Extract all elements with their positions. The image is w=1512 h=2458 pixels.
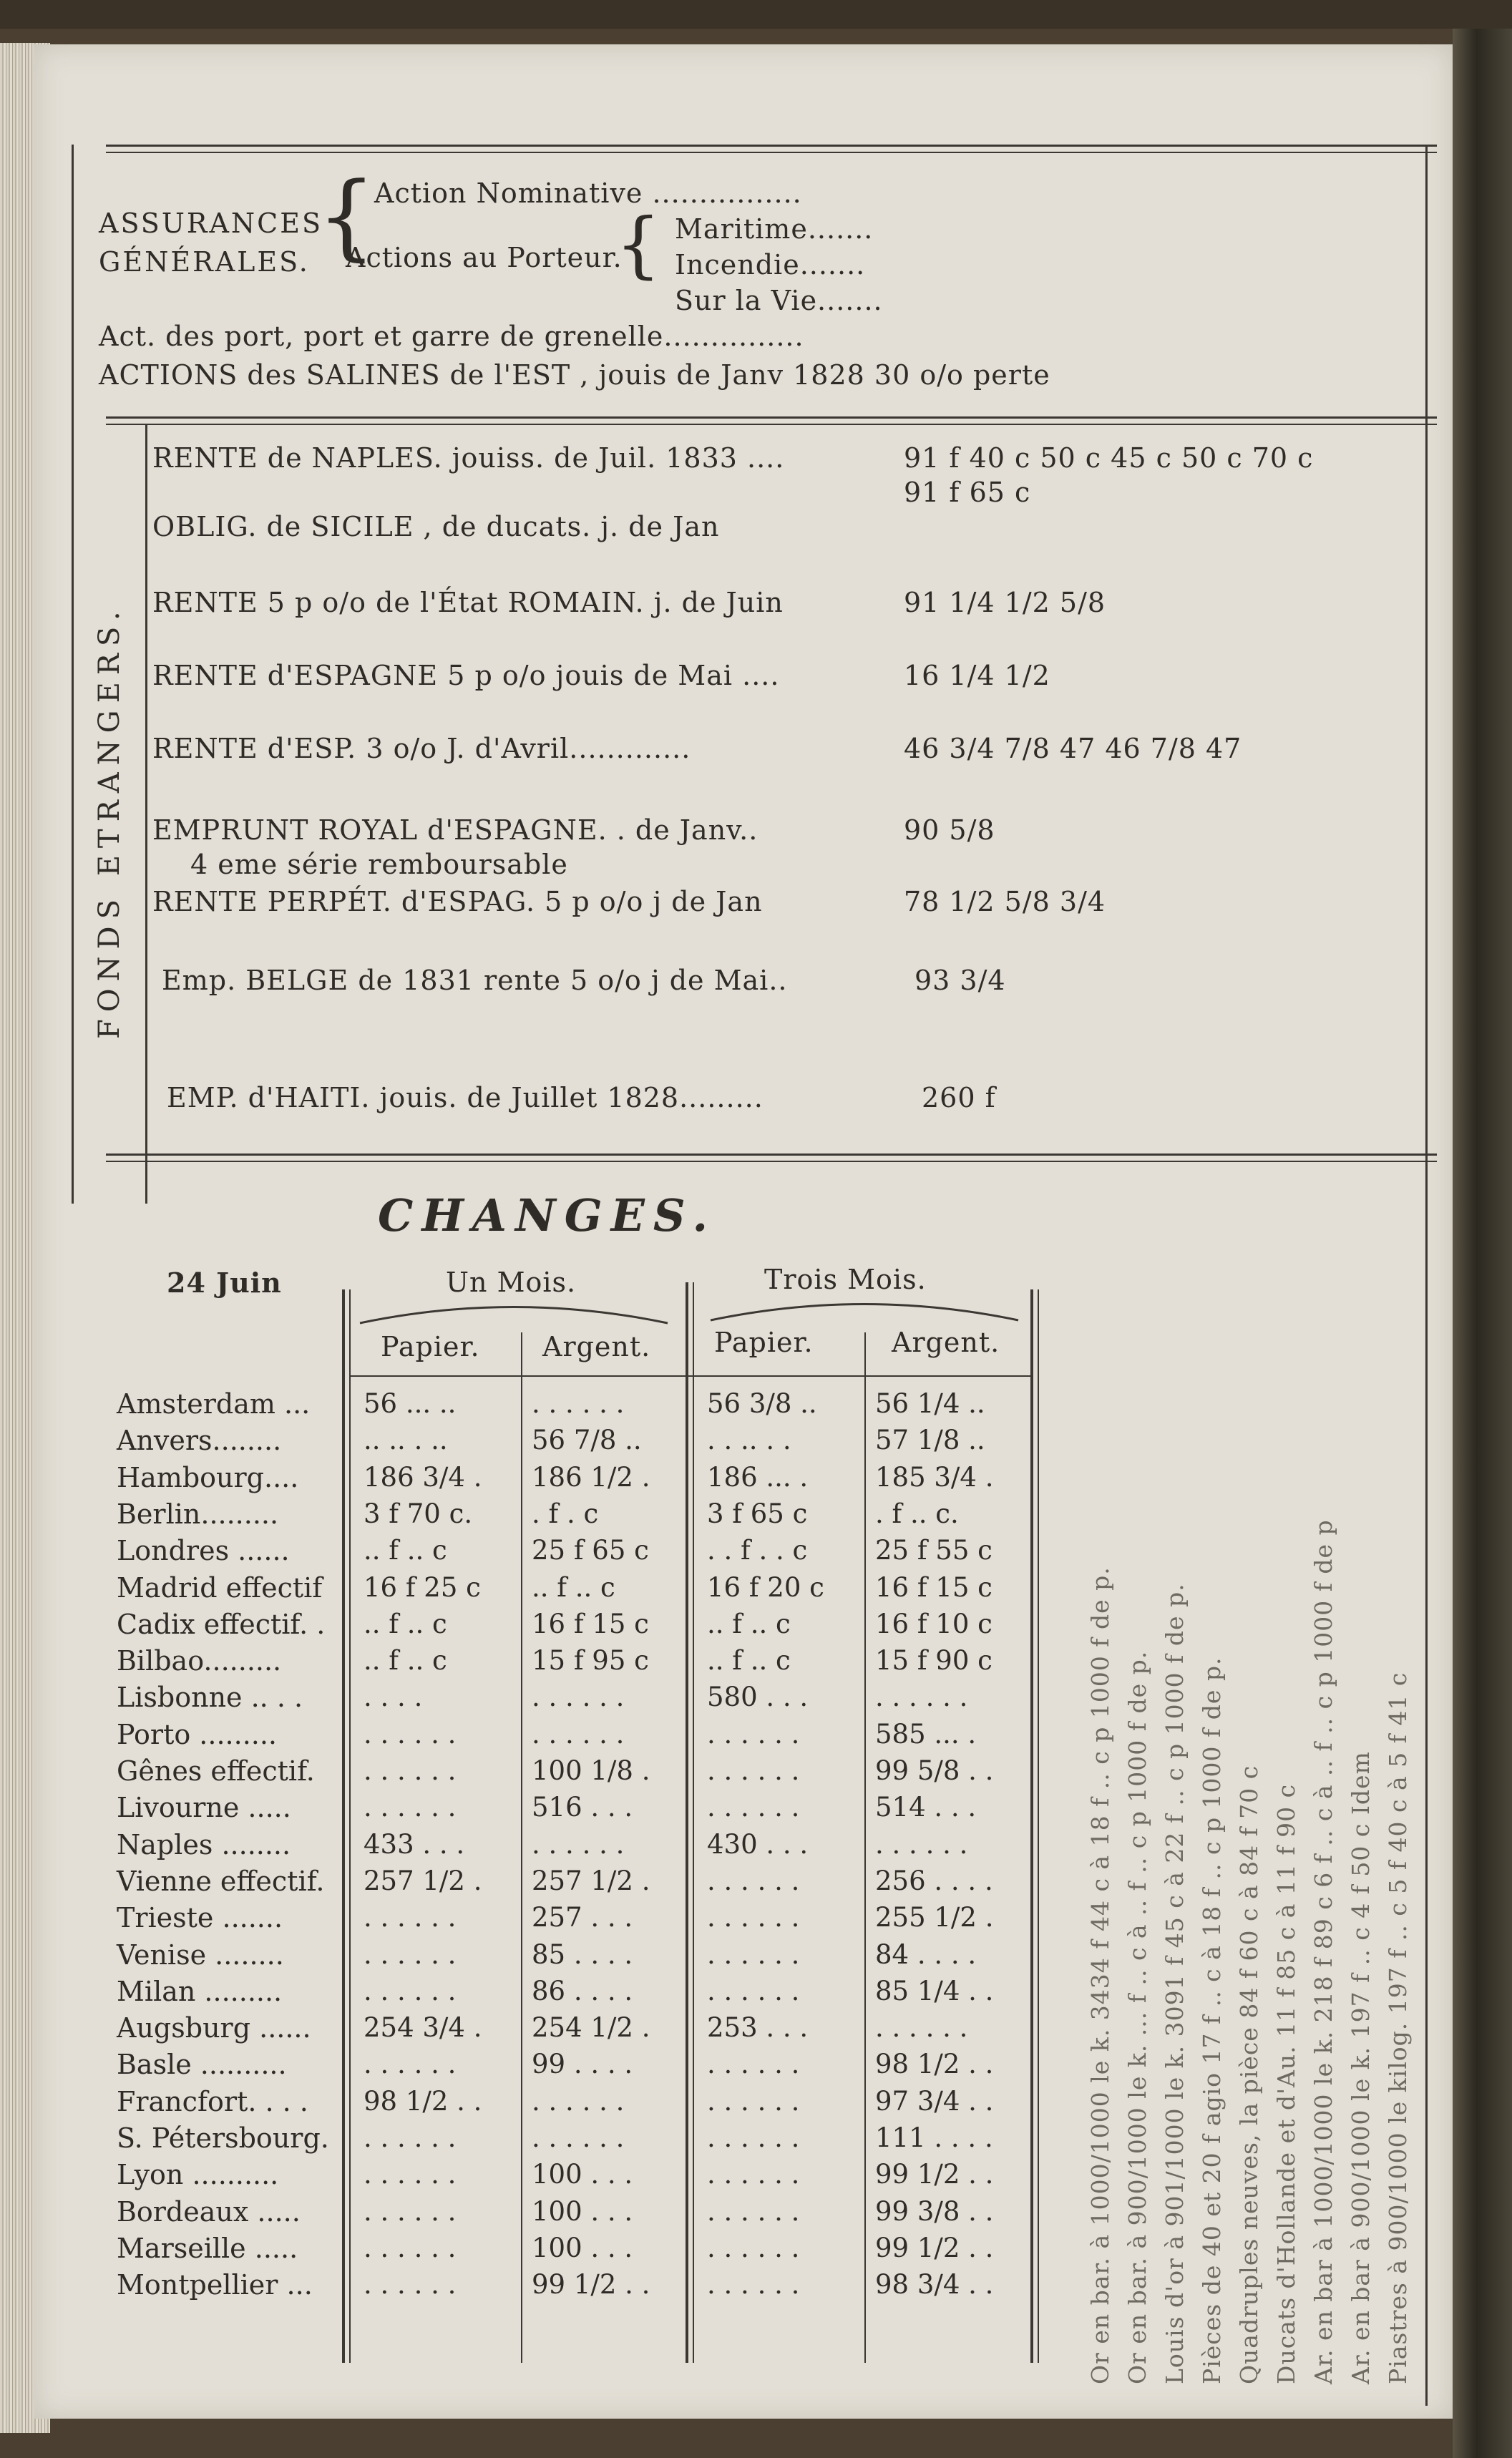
city-name: Bordeaux ..... <box>117 2196 301 2228</box>
generales-label: GÉNÉRALES. <box>99 246 310 278</box>
rate-cell-c2: . f . c <box>532 1498 599 1529</box>
rate-cell-c4: 99 1/2 . . <box>875 2159 994 2190</box>
rate-cell-c2: 100 . . . <box>532 2233 633 2263</box>
rate-cell-c4: 111 . . . . <box>875 2122 993 2153</box>
rate-cell-c3: . . . . . . <box>707 2049 800 2079</box>
rate-cell-c2: 99 . . . . <box>532 2049 633 2079</box>
rate-cell-c2: 254 1/2 . <box>532 2012 650 2043</box>
rate-cell-c3: . . . . . . <box>707 2196 800 2227</box>
rate-cell-c3: . . . . . . <box>707 1755 800 1786</box>
rate-cell-c2: 99 1/2 . . <box>532 2269 650 2300</box>
fonds-rule <box>106 416 1437 425</box>
rate-cell-c1: . . . . . . <box>364 1976 457 2006</box>
trois-mois-header: Trois Mois. <box>764 1264 927 1295</box>
rate-cell-c4: . . . . . . <box>875 1682 968 1712</box>
rate-cell-c3: . . . . . . <box>707 2269 800 2300</box>
fonds-value-perpetuelle: 78 1/2 5/8 3/4 <box>904 886 1106 917</box>
city-name: Basle .......... <box>117 2049 287 2080</box>
incendie: Incendie....... <box>675 249 866 281</box>
rate-cell-c2: 516 . . . <box>532 1792 633 1823</box>
un-mois-bracket <box>356 1298 671 1327</box>
rate-cell-c1: .. f .. c <box>364 1645 447 1676</box>
trois-mois-bracket <box>707 1295 1022 1324</box>
fonds-side-label: FONDS ETRANGERS. <box>93 604 126 1039</box>
rate-cell-c2: . . . . . . <box>532 1682 625 1712</box>
metal-note-line: Pièces de 40 et 20 f agio 17 f .. c à 18 f .. c p 1000 f de p. <box>1198 1657 1226 2384</box>
papier-header-1: Papier. <box>381 1331 480 1362</box>
fonds-inner-border <box>145 424 147 1204</box>
rate-cell-c4: 99 5/8 . . <box>875 1755 994 1786</box>
ledger-page <box>34 44 1453 2419</box>
metal-note-line: Louis d'or à 901/1000 le k. 3091 f 45 c à 22 f .. c p 1000 f de p. <box>1161 1583 1189 2384</box>
rate-cell-c2: . . . . . . <box>532 2122 625 2153</box>
rate-cell-c2: 186 1/2 . <box>532 1462 650 1493</box>
city-name: Vienne effectif. <box>117 1866 325 1897</box>
city-name: Montpellier ... <box>117 2269 313 2301</box>
changes-rule <box>106 1154 1437 1162</box>
fonds-row-perpetuelle: RENTE PERPÉT. d'ESPAG. 5 p o/o j de Jan <box>152 886 763 917</box>
rate-cell-c4: 85 1/4 . . <box>875 1976 994 2006</box>
rate-cell-c3: . . .. . . <box>707 1425 791 1455</box>
rate-cell-c2: . . . . . . <box>532 2086 625 2117</box>
rate-cell-c3: 186 ... . <box>707 1462 809 1493</box>
metal-note-line: Piastres à 900/1000 le kilog. 197 f .. c 5 f 40 c à 5 f 41 c <box>1384 1672 1412 2384</box>
rate-cell-c1: 3 f 70 c. <box>364 1498 473 1529</box>
city-name: S. Pétersbourg. <box>117 2122 329 2154</box>
rate-cell-c4: 15 f 90 c <box>875 1645 992 1676</box>
rate-cell-c1: . . . . . . <box>364 1719 457 1750</box>
col-sep-4b <box>1038 1289 1039 2363</box>
rate-cell-c1: . . . . . . <box>364 1792 457 1823</box>
rate-cell-c3: .. f .. c <box>707 1609 791 1639</box>
rate-cell-c1: 254 3/4 . <box>364 2012 482 2043</box>
city-name: Bilbao......... <box>117 1645 282 1677</box>
rate-cell-c1: . . . . . . <box>364 2159 457 2190</box>
porteur-brace: { <box>615 203 661 286</box>
ports-line: Act. des port, port et garre de grenelle............... <box>99 321 804 352</box>
city-name: Gênes effectif. <box>117 1755 315 1787</box>
rate-cell-c4: 255 1/2 . <box>875 1902 994 1933</box>
fonds-row-sicile: OBLIG. de SICILE , de ducats. j. de Jan <box>152 511 720 542</box>
rate-cell-c2: 86 . . . . <box>532 1976 633 2006</box>
metal-note-line: Ar. en bar à 900/1000 le k. 197 f .. c 4 f 50 c Idem <box>1347 1751 1375 2384</box>
changes-date: 24 Juin <box>167 1267 282 1299</box>
city-name: Lyon .......... <box>117 2159 279 2190</box>
rate-cell-c2: 100 1/8 . <box>532 1755 650 1786</box>
col-sep-4 <box>1030 1289 1033 2363</box>
rate-cell-c3: . . . . . . <box>707 2086 800 2117</box>
rate-cell-c3: 580 . . . <box>707 1682 809 1712</box>
rate-cell-c4: 585 ... . <box>875 1719 977 1750</box>
city-name: Francfort. . . . <box>117 2086 308 2117</box>
col-sep-3 <box>864 1332 866 2363</box>
rate-cell-c3: . . f . . c <box>707 1535 808 1566</box>
rate-cell-c1: 433 . . . <box>364 1829 465 1860</box>
actions-porteur: Actions au Porteur. <box>346 242 623 273</box>
rate-cell-c1: 98 1/2 . . <box>364 2086 482 2117</box>
city-name: Venise ........ <box>117 1939 284 1971</box>
city-name: Anvers........ <box>117 1425 282 1456</box>
maritime: Maritime....... <box>675 213 874 245</box>
assurances-label: ASSURANCES <box>99 208 323 239</box>
rate-cell-c3: . . . . . . <box>707 1939 800 1970</box>
rate-cell-c2: 25 f 65 c <box>532 1535 649 1566</box>
fonds-value-naples: 91 f 40 c 50 c 45 c 50 c 70 c <box>904 442 1314 474</box>
salines-line: ACTIONS des SALINES de l'EST , jouis de Janv 1828 30 o/o perte <box>99 359 1050 391</box>
rate-cell-c2: .. f .. c <box>532 1572 615 1603</box>
city-name: Berlin......... <box>117 1498 279 1530</box>
sur-la-vie: Sur la Vie....... <box>675 285 883 316</box>
rate-cell-c2: 100 . . . <box>532 2196 633 2227</box>
metal-note-line: Ar. en bar à 1000/1000 le k. 218 f 89 c 6 f .. c à .. f .. c p 1000 f de p <box>1309 1519 1337 2384</box>
rate-cell-c4: 98 3/4 . . <box>875 2269 994 2300</box>
rate-cell-c2: 15 f 95 c <box>532 1645 649 1676</box>
rate-cell-c3: . . . . . . <box>707 1792 800 1823</box>
rate-cell-c4: 16 f 15 c <box>875 1572 992 1603</box>
argent-header-1: Argent. <box>542 1331 651 1362</box>
fonds-row-espagne3: RENTE d'ESP. 3 o/o J. d'Avril............. <box>152 733 691 764</box>
right-border <box>1425 145 1428 2406</box>
action-nominative: Action Nominative ................ <box>374 177 802 209</box>
book-spine <box>1453 29 1512 2458</box>
rate-cell-c3: . . . . . . <box>707 1902 800 1933</box>
fonds-value-haiti: 260 f <box>922 1082 996 1113</box>
rate-cell-c4: . f .. c. <box>875 1498 959 1529</box>
rate-cell-c4: . . . . . . <box>875 2012 968 2043</box>
col-sep-1 <box>521 1332 522 2363</box>
city-name: Amsterdam ... <box>117 1388 311 1420</box>
rate-cell-c2: . . . . . . <box>532 1388 625 1419</box>
city-name: Trieste ....... <box>117 1902 283 1933</box>
fonds-value-espagne5: 16 1/4 1/2 <box>904 660 1050 691</box>
fonds-value-espagne3: 46 3/4 7/8 47 46 7/8 47 <box>904 733 1242 764</box>
rate-cell-c3: . . . . . . <box>707 2159 800 2190</box>
fonds-value-belge: 93 3/4 <box>914 965 1006 996</box>
assurances-brace: { <box>317 162 376 270</box>
rate-cell-c4: 256 . . . . <box>875 1866 993 1896</box>
rate-cell-c4: 57 1/8 .. <box>875 1425 985 1455</box>
rate-cell-c3: 253 . . . <box>707 2012 809 2043</box>
argent-header-2: Argent. <box>892 1327 1000 1358</box>
city-name: Naples ........ <box>117 1829 291 1860</box>
rate-cell-c4: 99 3/8 . . <box>875 2196 994 2227</box>
rate-cell-c1: . . . . . . <box>364 1755 457 1786</box>
rate-cell-c1: . . . . . . <box>364 2196 457 2227</box>
rate-cell-c3: . . . . . . <box>707 2233 800 2263</box>
city-name: Cadix effectif. . <box>117 1609 326 1640</box>
rate-cell-c1: . . . . . . <box>364 2122 457 2153</box>
rate-cell-c1: 56 ... .. <box>364 1388 457 1419</box>
city-name: Marseille ..... <box>117 2233 298 2264</box>
rate-cell-c1: . . . . . . <box>364 2269 457 2300</box>
col-sep-2 <box>686 1282 688 2363</box>
rate-cell-c4: 514 . . . <box>875 1792 977 1823</box>
rate-cell-c3: 16 f 20 c <box>707 1572 824 1603</box>
fonds-value-romain: 91 1/4 1/2 5/8 <box>904 587 1106 618</box>
rate-cell-c4: 56 1/4 .. <box>875 1388 985 1419</box>
rate-cell-c3: . . . . . . <box>707 1976 800 2006</box>
rate-cell-c4: 97 3/4 . . <box>875 2086 994 2117</box>
city-name: Livourne ..... <box>117 1792 291 1823</box>
fonds-row-romain: RENTE 5 p o/o de l'État ROMAIN. j. de Juin <box>152 587 784 618</box>
city-name: Milan ......... <box>117 1976 283 2007</box>
fonds-row-haiti: EMP. d'HAITI. jouis. de Juillet 1828......... <box>167 1082 764 1113</box>
un-mois-header: Un Mois. <box>446 1267 577 1298</box>
left-border <box>72 145 74 1204</box>
city-name: Porto ......... <box>117 1719 278 1750</box>
rate-cell-c4: 84 . . . . <box>875 1939 977 1970</box>
rate-cell-c1: . . . . . . <box>364 2233 457 2263</box>
rate-cell-c4: . . . . . . <box>875 1829 968 1860</box>
fonds-value2-naples: 91 f 65 c <box>904 477 1031 508</box>
metal-note-line: Or en bar. à 900/1000 le k. ... f .. c à .. f .. c p 1000 f de p. <box>1123 1650 1151 2384</box>
rate-cell-c3: 3 f 65 c <box>707 1498 808 1529</box>
rate-cell-c3: . . . . . . <box>707 1866 800 1896</box>
rate-cell-c1: . . . . <box>364 1682 423 1712</box>
metal-note-line: Quadruples neuves, la pièce 84 f 60 c à 84 f 70 c <box>1235 1765 1263 2384</box>
rate-cell-c2: . . . . . . <box>532 1719 625 1750</box>
col-sep-city <box>342 1289 345 2363</box>
rate-cell-c1: 186 3/4 . <box>364 1462 482 1493</box>
fonds-row-espagne5: RENTE d'ESPAGNE 5 p o/o jouis de Mai .... <box>152 660 780 691</box>
rate-cell-c2: . . . . . . <box>532 1829 625 1860</box>
papier-header-2: Papier. <box>714 1327 814 1358</box>
fonds-row-serie: 4 eme série remboursable <box>190 849 568 880</box>
rate-cell-c4: 99 1/2 . . <box>875 2233 994 2263</box>
city-name: Lisbonne .. . . <box>117 1682 303 1713</box>
rate-cell-c2: 257 1/2 . <box>532 1866 650 1896</box>
rate-cell-c2: 100 . . . <box>532 2159 633 2190</box>
rate-cell-c1: .. f .. c <box>364 1609 447 1639</box>
metal-note-line: Ducats d'Hollande et d'Au. 11 f 85 c à 11 f 90 c <box>1272 1783 1300 2384</box>
fonds-row-naples: RENTE de NAPLES. jouiss. de Juil. 1833 .... <box>152 442 785 474</box>
rate-cell-c1: 16 f 25 c <box>364 1572 481 1603</box>
metal-note-line: Or en bar. à 1000/1000 le k. 3434 f 44 c à 18 f .. c p 1000 f de p. <box>1086 1566 1114 2384</box>
rate-cell-c4: 16 f 10 c <box>875 1609 992 1639</box>
rate-cell-c4: 185 3/4 . <box>875 1462 994 1493</box>
city-name: Augsburg ...... <box>117 2012 311 2044</box>
top-rule <box>106 145 1437 153</box>
fonds-value-emprunt-royal: 90 5/8 <box>904 814 995 846</box>
rate-cell-c1: . . . . . . <box>364 1939 457 1970</box>
rate-cell-c1: .. f .. c <box>364 1535 447 1566</box>
city-name: Madrid effectif <box>117 1572 323 1604</box>
rate-cell-c2: 16 f 15 c <box>532 1609 649 1639</box>
rate-cell-c2: 257 . . . <box>532 1902 633 1933</box>
rate-cell-c4: 25 f 55 c <box>875 1535 992 1566</box>
rate-cell-c2: 85 . . . . <box>532 1939 633 1970</box>
rate-cell-c2: 56 7/8 .. <box>532 1425 642 1455</box>
rate-cell-c3: 56 3/8 .. <box>707 1388 817 1419</box>
rate-cell-c3: 430 . . . <box>707 1829 809 1860</box>
changes-title: CHANGES. <box>378 1189 717 1242</box>
header-underline <box>349 1375 1030 1377</box>
city-name: Londres ...... <box>117 1535 290 1566</box>
rate-cell-c1: . . . . . . <box>364 1902 457 1933</box>
rate-cell-c4: 98 1/2 . . <box>875 2049 994 2079</box>
fonds-row-emprunt-royal: EMPRUNT ROYAL d'ESPAGNE. . de Janv.. <box>152 814 759 846</box>
col-sep-2b <box>693 1282 694 2363</box>
fonds-row-belge: Emp. BELGE de 1831 rente 5 o/o j de Mai.. <box>162 965 788 996</box>
rate-cell-c1: .. .. . .. <box>364 1425 448 1455</box>
col-sep-city-2 <box>349 1289 351 2363</box>
rate-cell-c3: .. f .. c <box>707 1645 791 1676</box>
city-name: Hambourg.... <box>117 1462 299 1493</box>
rate-cell-c1: . . . . . . <box>364 2049 457 2079</box>
rate-cell-c3: . . . . . . <box>707 1719 800 1750</box>
rate-cell-c3: . . . . . . <box>707 2122 800 2153</box>
rate-cell-c1: 257 1/2 . <box>364 1866 482 1896</box>
